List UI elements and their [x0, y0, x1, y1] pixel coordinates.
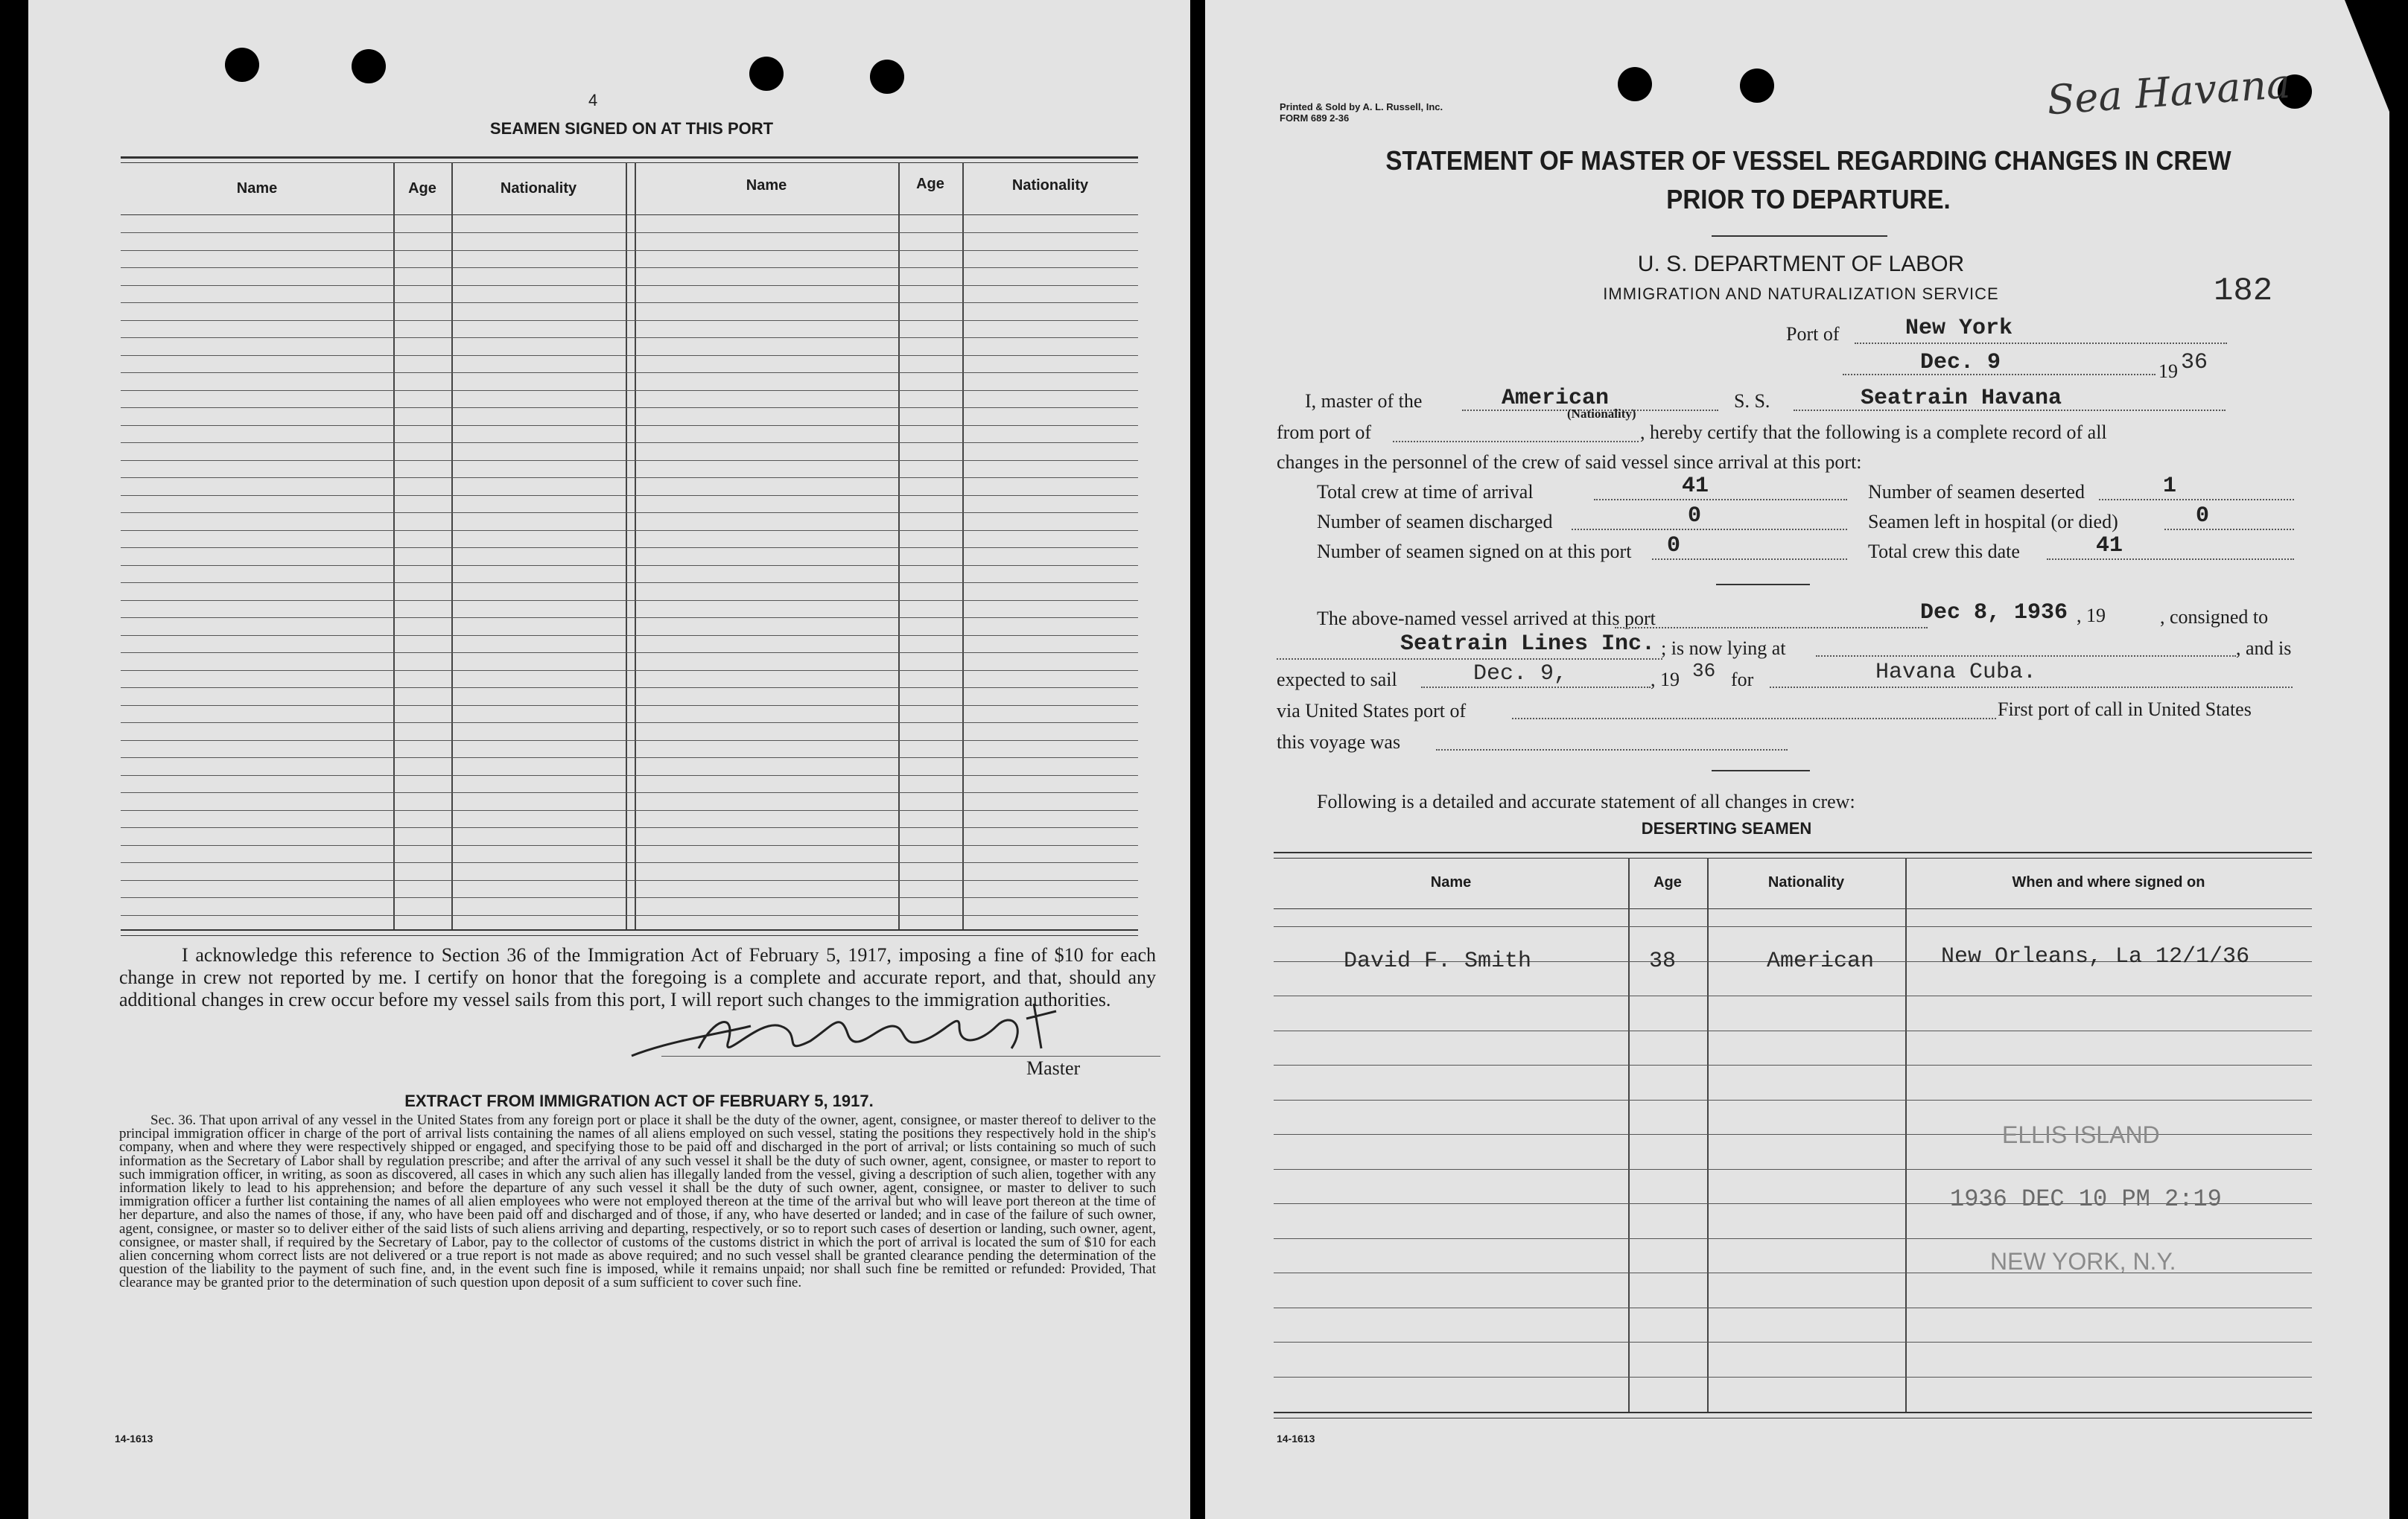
deserted-value: 1	[2163, 474, 2177, 499]
received-stamp-line: ELLIS ISLAND	[2002, 1121, 2160, 1148]
acknowledgment-text: I acknowledge this reference to Section 36 of the Immigration Act of February 5, 1917, imposing a fine of $10 for each change in crew not reported by me. I certify on honor that the foregoing is a complete and accurate report, and that, should any additional changes in crew occur before my vessel sails from this port, I will report such changes to the immigration authorities.	[119, 944, 1156, 1010]
table-top-rule	[1274, 858, 2312, 859]
first-port-label: First port of call in United States	[1998, 698, 2252, 720]
port-of-label: Port of	[1786, 323, 1840, 345]
form-title	[1350, 141, 2268, 219]
handwritten-note: Sea Havana	[2045, 60, 2293, 124]
table-row-rule	[121, 792, 1138, 793]
table-row-rule	[121, 547, 1138, 548]
voyage-line	[1436, 749, 1788, 751]
table-row-rule	[121, 512, 1138, 513]
stat-line	[1594, 499, 1847, 500]
form-title-line: STATEMENT OF MASTER OF VESSEL REGARDING CHANGES IN CREW	[1385, 145, 2231, 176]
deserter-name: David F. Smith	[1344, 949, 1532, 974]
form-code: 14-1613	[115, 1433, 153, 1445]
printer-credit	[1280, 101, 1443, 124]
stat-line	[2164, 529, 2294, 530]
lying-label: ; is now lying at	[1661, 637, 1786, 659]
punch-hole	[352, 49, 386, 83]
column-divider	[451, 162, 453, 929]
column-divider	[1905, 858, 1907, 1412]
arrived-label: The above-named vessel arrived at this port	[1317, 608, 1656, 629]
nationality-caption: (Nationality)	[1567, 407, 1636, 421]
table-row-rule	[121, 652, 1138, 653]
table-row-rule	[121, 302, 1138, 303]
column-header-name: Name	[236, 180, 278, 197]
deserter-age: 38	[1649, 949, 1677, 974]
lying-line	[1816, 655, 2236, 657]
port-of-value: New York	[1905, 316, 2013, 341]
table-row-rule	[121, 285, 1138, 286]
table-row-rule	[1274, 1065, 2312, 1066]
punch-hole	[1740, 69, 1774, 103]
table-top-rule	[121, 162, 1138, 163]
table-bottom-rule	[121, 935, 1138, 936]
total-date-value: 41	[2096, 533, 2123, 558]
column-divider	[1707, 858, 1709, 1412]
discharged-label: Number of seamen discharged	[1317, 511, 1553, 532]
table-row-rule	[121, 320, 1138, 321]
table-row-rule	[121, 617, 1138, 618]
year-prefix: 19	[2158, 360, 2178, 382]
document-number: 182	[2214, 273, 2273, 310]
extract-title: EXTRACT FROM IMMIGRATION ACT OF FEBRUARY 5, 1917.	[404, 1092, 874, 1110]
stat-line	[1652, 558, 1847, 560]
torn-corner	[2345, 0, 2389, 112]
expected-label: expected to sail	[1277, 669, 1397, 690]
received-stamp-line: 1936 DEC 10 PM 2:19	[1950, 1185, 2222, 1213]
table-row-rule	[121, 827, 1138, 828]
consigned-label: , consigned to	[2160, 606, 2269, 628]
for-label: for	[1731, 669, 1754, 690]
table-row-rule	[121, 267, 1138, 268]
via-label: via United States port of	[1277, 700, 1467, 722]
column-divider	[962, 162, 964, 929]
form-number: FORM 689 2-36	[1280, 112, 1350, 124]
column-divider	[898, 162, 900, 929]
extract-text: Sec. 36. That upon arrival of any vessel in the United States from any foreign port or place it shall be the duty of the owner, agent, consignee, or master thereof to deliver to the principal immigration officer in charge of the port of arrival lists containing the names of all aliens employed on such vessel, stating the positions they respectively hold in the ship's company, when and where they were respectively shipped or engaged, and specifying those to be paid off and discharged in the port of arrival; or lists containing so much of such information as the Secretary of Labor shall by regulation prescribe; and after the arrival of any such vessel it shall be the duty of such owner, agent, consignee, or master to report to such immigration officer, in writing, as soon as discovered, all cases in which any such alien has illegally landed from the vessel, giving a description of such alien, together with any information likely to lead to his apprehension; and before the departure of any such vessel it shall be the duty of such owner, agent, consignee, or master to deliver to such immigration officer a further list containing the names of all alien employees who were not employed thereon at the time of the arrival but who will leave port thereon at the time of her departure, and also the names of those, if any, who have been paid off and discharged and of those, if any, who have deserted or landed; and in case of the failure of such owner, agent, consignee, or master so to deliver either of the said lists of such aliens arriving and departing, respectively, or so to report such cases of desertion or landing, such owner, agent, consignee, or master shall, if required by the Secretary of Labor, pay to the collector of customs of the customs district in which the port of arrival is located the sum of $10 for each alien concerning whom correct lists are not delivered or a true report is not made as above required; and no such vessel shall be granted clearance pending the determination of the question of the liability to the payment of such fine, and, in the event such fine is imposed, while it remains unpaid; nor shall such fine be remitted or refunded: Provided, That clearance may be granted prior to the determination of such question upon deposit of a sum sufficient to cover such fine.	[119, 1112, 1156, 1291]
arrived-line	[1615, 627, 1928, 628]
table-row-rule	[121, 355, 1138, 356]
deserter-nationality: American	[1767, 949, 1875, 974]
table-row-rule	[1274, 1377, 2312, 1378]
total-date-label: Total crew this date	[1868, 541, 2020, 562]
voyage-label: this voyage was	[1277, 731, 1401, 753]
total-arrival-label: Total crew at time of arrival	[1317, 481, 1534, 503]
table-row-rule	[121, 407, 1138, 408]
punch-hole	[225, 48, 259, 82]
master-of-label: I, master of the	[1305, 390, 1423, 412]
table-row-rule	[1274, 926, 2312, 927]
year-suffix: 36	[2181, 350, 2208, 375]
changes-text: changes in the personnel of the crew of said vessel since arrival at this port:	[1277, 451, 1862, 473]
signed-on-label: Number of seamen signed on at this port	[1317, 541, 1632, 562]
ss-label: S. S.	[1734, 390, 1770, 412]
form-code: 14-1613	[1277, 1433, 1315, 1445]
column-divider	[635, 162, 636, 929]
title-rule	[1712, 235, 1887, 237]
table-row-rule	[121, 845, 1138, 846]
discharged-value: 0	[1688, 503, 1702, 529]
page-number: 4	[588, 91, 598, 109]
sail-date-value: Dec. 9,	[1473, 661, 1568, 687]
column-header-age: Age	[408, 180, 436, 197]
table-row-rule	[121, 582, 1138, 583]
section-rule	[1712, 770, 1810, 771]
left-page-title: SEAMEN SIGNED ON AT THIS PORT	[489, 119, 774, 138]
destination-line	[1770, 687, 2293, 688]
table-row-rule	[121, 880, 1138, 881]
sail-date-line	[1421, 687, 1651, 688]
column-header-name: Name	[746, 177, 787, 194]
column-divider	[1628, 858, 1630, 1412]
punch-hole	[749, 57, 784, 91]
table-row-rule	[121, 530, 1138, 531]
certify-text: , hereby certify that the following is a complete record of all	[1640, 421, 2107, 443]
table-row-rule	[121, 705, 1138, 706]
table-row-rule	[121, 635, 1138, 636]
arrived-date: Dec 8, 1936	[1920, 600, 2068, 625]
column-header-nationality: Nationality	[1767, 874, 1845, 891]
section-rule	[1716, 584, 1810, 585]
consignee-value: Seatrain Lines Inc.	[1400, 631, 1656, 657]
table-row-rule	[121, 442, 1138, 443]
table-row-rule	[121, 897, 1138, 898]
nationality-value: American	[1502, 386, 1610, 411]
table-top-rule	[121, 156, 1138, 159]
table-bottom-rule	[1274, 1412, 2312, 1413]
table-row-rule	[121, 337, 1138, 338]
table-row-rule	[121, 757, 1138, 758]
destination-value: Havana Cuba.	[1875, 660, 2037, 685]
table-row-rule	[121, 425, 1138, 426]
table-row-rule	[121, 390, 1138, 391]
master-signature	[609, 996, 1086, 1071]
column-header-name: Name	[1430, 874, 1472, 891]
hospital-label: Seamen left in hospital (or died)	[1868, 511, 2118, 532]
following-text: Following is a detailed and accurate statement of all changes in crew:	[1317, 791, 1855, 812]
table-header-rule	[1274, 908, 2312, 909]
deserted-label: Number of seamen deserted	[1868, 481, 2085, 503]
signed-on-value: 0	[1667, 533, 1681, 558]
service: IMMIGRATION AND NATURALIZATION SERVICE	[1603, 284, 1999, 303]
column-divider	[393, 162, 395, 929]
via-line	[1512, 718, 1996, 719]
punch-hole	[870, 60, 904, 94]
table-row-rule	[121, 670, 1138, 671]
arrived-year-prefix: , 19	[2077, 605, 2106, 626]
form-title-line: PRIOR TO DEPARTURE.	[1666, 184, 1951, 214]
table-row-rule	[121, 915, 1138, 916]
deserting-title: DESERTING SEAMEN	[1641, 819, 1812, 838]
left-page	[28, 0, 1190, 1519]
table-row-rule	[1274, 1169, 2312, 1170]
table-row-rule	[121, 232, 1138, 233]
deserter-signed-on: New Orleans, La 12/1/36	[1941, 944, 2250, 969]
table-row-rule	[1274, 1238, 2312, 1239]
column-header-nationality: Nationality	[1011, 177, 1089, 194]
vessel-name: Seatrain Havana	[1861, 386, 2062, 411]
date-value: Dec. 9	[1920, 350, 2001, 375]
table-row-rule	[1274, 1342, 2312, 1343]
column-divider	[626, 162, 627, 929]
signature-line	[661, 1056, 1160, 1057]
table-row-rule	[121, 600, 1138, 601]
consignee-line	[1277, 658, 1662, 660]
column-header-age: Age	[916, 176, 944, 192]
right-page	[1205, 0, 2389, 1519]
table-row-rule	[121, 372, 1138, 373]
table-row-rule	[121, 477, 1138, 478]
punch-hole	[1618, 67, 1652, 101]
department: U. S. DEPARTMENT OF LABOR	[1637, 252, 1965, 276]
table-row-rule	[121, 687, 1138, 688]
total-arrival-value: 41	[1682, 474, 1709, 499]
table-row-rule	[121, 495, 1138, 496]
column-header-signed-on: When and where signed on	[2012, 874, 2205, 891]
table-row-rule	[121, 810, 1138, 811]
sail-year-suffix: 36	[1692, 660, 1716, 682]
table-bottom-rule	[121, 929, 1138, 931]
stat-line	[2047, 558, 2294, 560]
table-row-rule	[121, 862, 1138, 863]
and-is-label: , and is	[2236, 637, 2292, 659]
received-stamp-line: NEW YORK, N.Y.	[1990, 1248, 2176, 1275]
table-top-rule	[1274, 852, 2312, 853]
column-header-nationality: Nationality	[500, 180, 577, 197]
table-row-rule	[121, 740, 1138, 741]
table-row-rule	[121, 775, 1138, 776]
hospital-value: 0	[2196, 503, 2210, 529]
printer-line: Printed & Sold by A. L. Russell, Inc.	[1280, 101, 1443, 112]
from-port-line	[1393, 441, 1639, 442]
column-header-age: Age	[1653, 874, 1682, 891]
table-row-rule	[121, 460, 1138, 461]
master-label: Master	[1026, 1057, 1081, 1079]
stat-line	[2099, 499, 2294, 500]
table-row-rule	[121, 722, 1138, 723]
table-row-rule	[121, 565, 1138, 566]
stat-line	[1572, 529, 1847, 530]
from-port-label: from port of	[1277, 421, 1372, 443]
table-row-rule	[121, 250, 1138, 251]
sail-year-prefix: , 19	[1651, 669, 1680, 690]
port-of-line	[1855, 343, 2227, 344]
table-row-rule	[1274, 1100, 2312, 1101]
table-header-rule	[121, 214, 1138, 215]
